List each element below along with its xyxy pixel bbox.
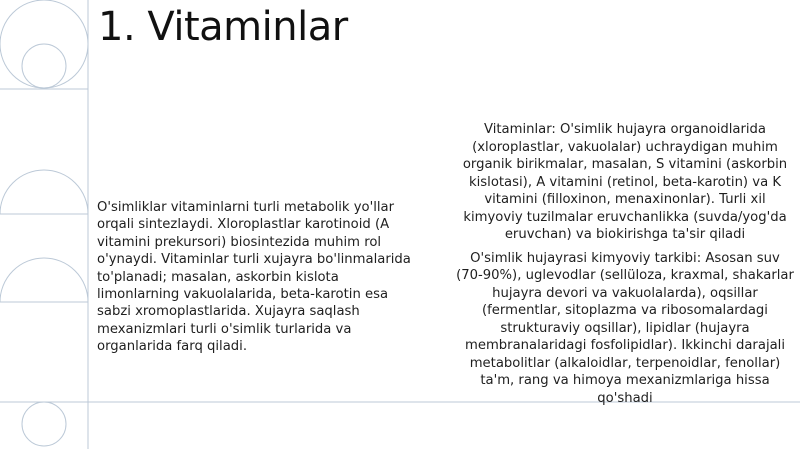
slide-title: 1. Vitaminlar: [98, 4, 348, 50]
lower-arc: [0, 258, 88, 302]
right-paragraph-composition: O'simlik hujayrasi kimyoviy tarkibi: Asosan suv (70-90%), uglevodlar (sellüloza, kraxmal, shakarlar hujayra devori va vakuolalarda), oqsillar (fermentlar, sitoplazma va ribosomalardagi strukturaviy oqsillar), lipidlar (hujayra membranalaridagi fosfolipidlar). Ikkinchi darajali metabolitlar (alkaloidlar, terpenoidlar, fenollar) ta'm, rang va himoya mexanizmlariga hissa qo'shadi: [456, 250, 794, 406]
top-small-circle: [22, 44, 66, 88]
right-text-column: [456, 121, 794, 407]
right-paragraph-vitamins: Vitaminlar: O'simlik hujayra organoidlarida (xloroplastlar, vakuolalar) uchraydigan muhim organik birikmalar, masalan, S vitamini (askorbin kislotasi), A vitamini (retinol, beta-karotin) va K vitamini (filloxinon, menaxinonlar). Turli xil kimyoviy tuzilmalar eruvchanlikka (suvda/yog'da eruvchan) va biokirishga ta'sir qiladi: [462, 122, 788, 242]
bottom-circle: [22, 402, 66, 446]
middle-arc: [0, 170, 88, 214]
left-paragraph: O'simliklar vitaminlarni turli metabolik yo'llar orqali sintezlaydi. Xloroplastlar karotinoid (A vitamini prekursori) biosintezida muhim rol o'ynaydi. Vitaminlar turli xujayra bo'linmalarida to'planadi; masalan, askorbin kislota limonlarning vakuolalarida, beta-karotin esa sabzi xromoplastlarida. Xujayra saqlash mexanizmlari turli o'simlik turlarida va organlarida farq qiladi.: [97, 200, 411, 355]
